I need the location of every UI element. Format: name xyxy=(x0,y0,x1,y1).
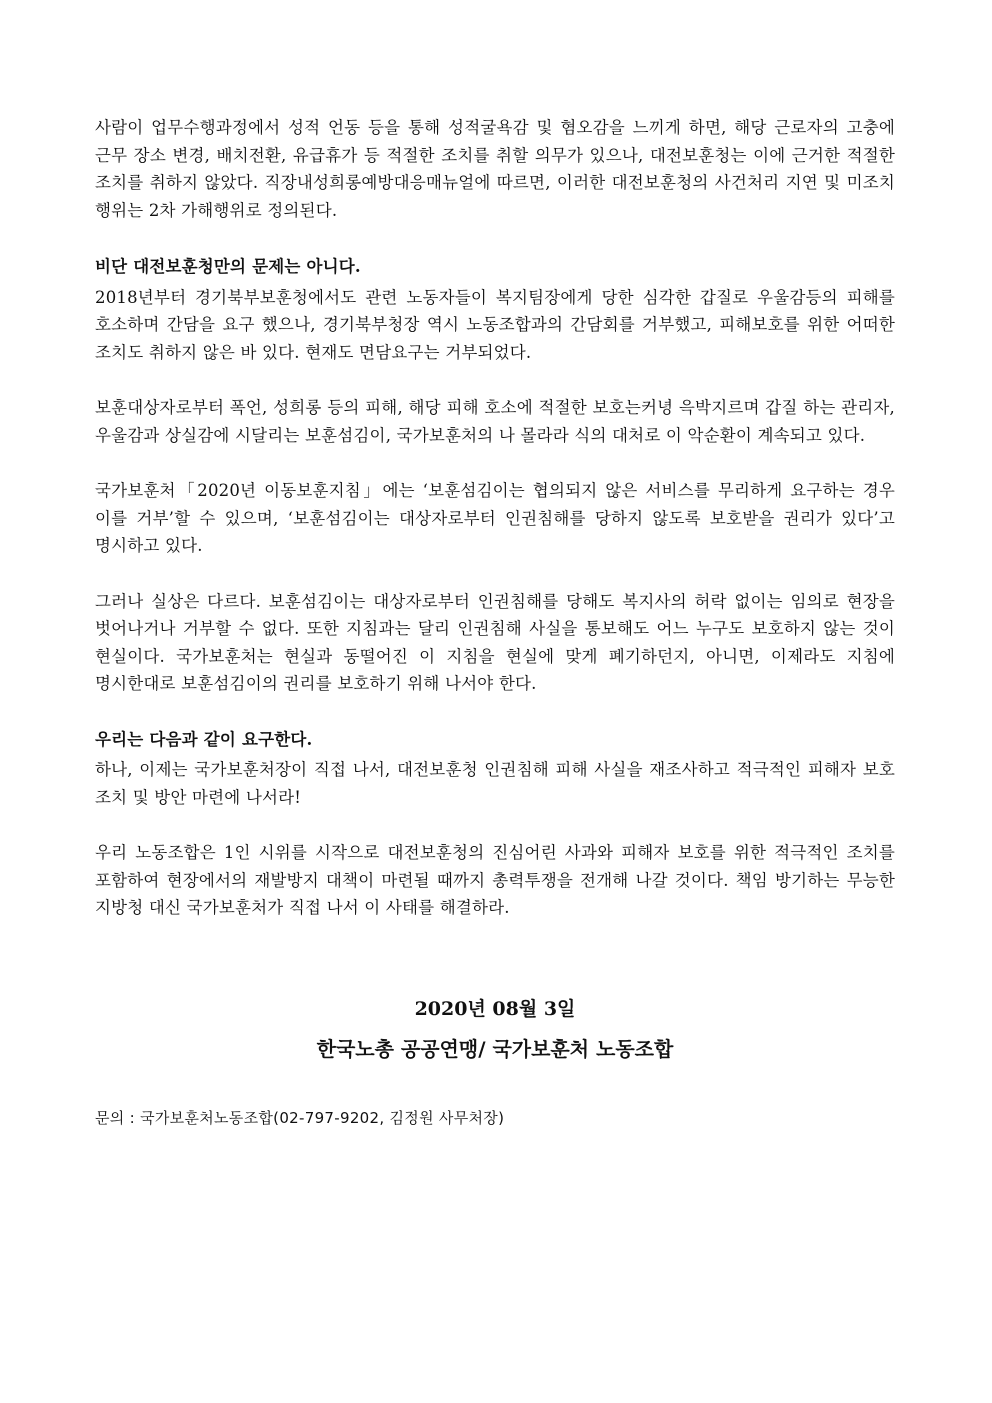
heading-demands: 우리는 다음과 같이 요구한다. xyxy=(95,729,313,749)
spacer xyxy=(95,449,895,477)
heading-not-only-daejeon: 비단 대전보훈청만의 문제는 아니다. xyxy=(95,257,361,276)
spacer xyxy=(95,366,895,394)
paragraph-vicious-cycle: 보훈대상자로부터 폭언, 성희롱 등의 피해, 해당 피해 호소에 적절한 보호는커녕 윽박지르며 갑질 하는 관리자, 우울감과 상실감에 시달리는 보훈섬김이, 국가보훈처의 나 몰라라 식의 대처로 이 악순환이 계속되고 있다. xyxy=(95,398,895,445)
paragraph-reality: 그러나 실상은 다르다. 보훈섬김이는 대상자로부터 인권침해를 당해도 복지사의 허락 없이는 임의로 현장을 벗어나거나 거부할 수 없다. 또한 지침과는 달리 인권침해 사실을 통보해도 어느 누구도 보호하지 않는 것이 현실이다. 국가보훈처는 현실과 동떨어진 이 지침을 현실에 맞게 폐기하던지, 아니면, 이제라도 지침에 명시한대로 보훈섬김이의 권리를 보호하기 위해 나서야 한다. xyxy=(95,591,895,693)
paragraph-union-struggle: 우리 노동조합은 1인 시위를 시작으로 대전보훈청의 진심어린 사과와 피해자 보호를 위한 적극적인 조치를 포함하여 현장에서의 재발방지 대책이 마련될 때까지 총력투쟁을 전개해 나갈 것이다. 책임 방기하는 무능한 지방청 대신 국가보훈처가 직접 나서 이 사태를 해결하라. xyxy=(95,843,895,917)
paragraph-demand-one: 하나, 이제는 국가보훈처장이 직접 나서, 대전보훈청 인권침해 피해 사실을 재조사하고 적극적인 피해자 보호 조치 및 방안 마련에 나서라! xyxy=(95,760,895,807)
paragraph-harassment-response: 사람이 업무수행과정에서 성적 언동 등을 통해 성적굴욕감 및 혐오감을 느끼게 하면, 해당 근로자의 고충에 근무 장소 변경, 배치전환, 유급휴가 등 적절한 조치를 취할 의무가 있으나, 대전보훈청는 이에 근거한 적절한 조치를 취하지 않았다. 직장내성희롱예방대응매뉴얼에 따르면, 이러한 대전보훈청의 사건처리 지연 및 미조치 행위는 2차 가해행위로 정의된다. xyxy=(95,118,895,220)
closing-date: 2020년 08월 3일 xyxy=(414,997,576,1020)
spacer xyxy=(95,922,895,994)
spacer xyxy=(95,811,895,839)
contact-info: 문의 : 국가보훈처노동조합(02-797-9202, 김정원 사무처장) xyxy=(95,1108,505,1127)
paragraph-gyeonggi-north: 2018년부터 경기북부보훈청에서도 관련 노동자들이 복지팀장에게 당한 심각한 갑질로 우울감등의 피해를 호소하며 간담을 요구 했으나, 경기북부청장 역시 노동조합과의 간담회를 거부했고, 피해보호를 위한 어떠한 조치도 취하지 않은 바 있다. 현재도 면담요구는 거부되었다. xyxy=(95,287,895,362)
paragraph-guideline: 국가보훈처「2020년 이동보훈지침」에는 ‘보훈섬김이는 협의되지 않은 서비스를 무리하게 요구하는 경우 이를 거부’할 수 있으며, ‘보훈섬김이는 대상자로부터 인권침해를 당하지 않도록 보호받을 권리가 있다’고 명시하고 있다. xyxy=(95,481,895,555)
closing-organization: 한국노총 공공연맹/ 국가보훈처 노동조합 xyxy=(316,1036,674,1061)
spacer xyxy=(95,560,895,588)
document-page xyxy=(95,114,895,1129)
spacer xyxy=(95,224,895,253)
spacer xyxy=(95,698,895,726)
